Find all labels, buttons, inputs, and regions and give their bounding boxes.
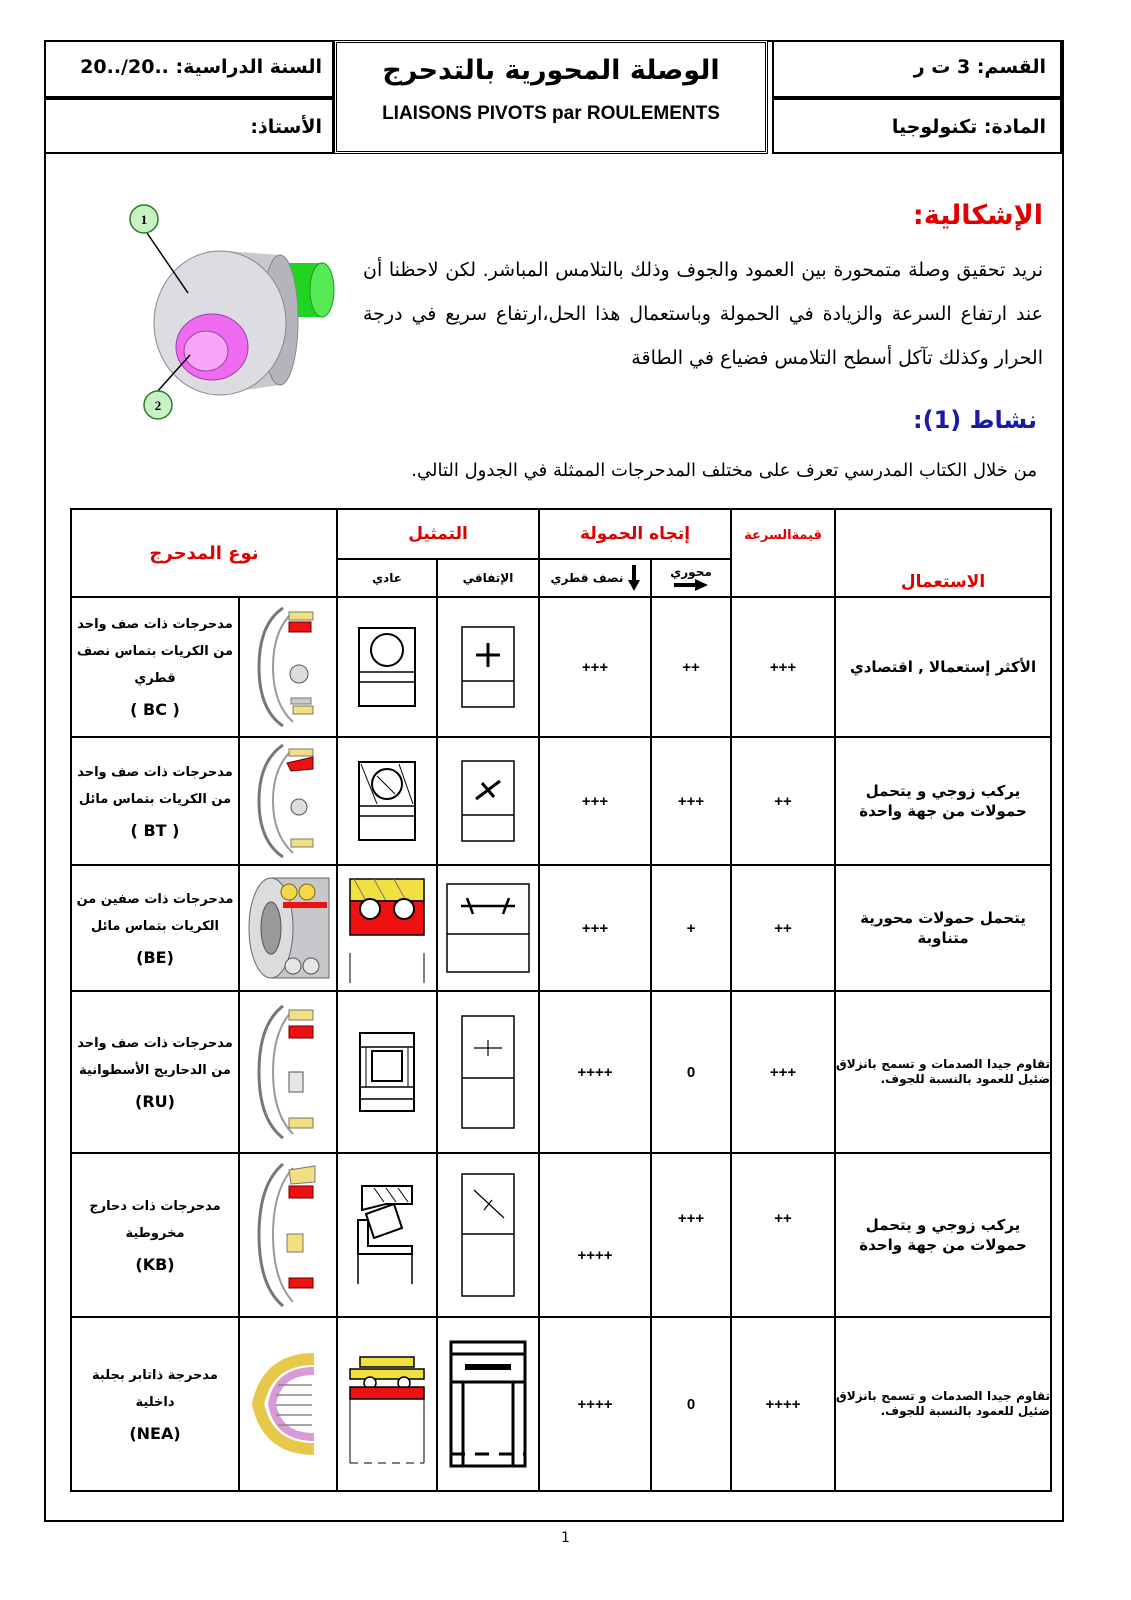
double-row-bearing-section-icon — [344, 873, 430, 983]
needle-bearing-photo-icon — [248, 1349, 328, 1459]
header-axial: محوري — [670, 565, 712, 579]
bore-inner — [184, 331, 228, 371]
title-cell — [334, 40, 768, 154]
header-normal: عادي — [337, 559, 437, 597]
conventional-symbol-cell — [437, 991, 539, 1153]
conventional-symbol-cell — [437, 1153, 539, 1317]
subject-label: المادة: تكنولوجيا — [891, 116, 1046, 138]
bearings-table — [70, 508, 1052, 1492]
table-header-row-1 — [71, 509, 1051, 559]
angular-ball-bearing-photo-icon — [253, 741, 323, 861]
bearing-name-cell: مدحرجات ذات دحارج مخروطية (KB) — [71, 1153, 239, 1317]
normal-symbol-cell — [337, 991, 437, 1153]
problem-text: نريد تحقيق وصلة متمحورة بين العمود والجوف وذلك بالتلامس المباشر. لكن لاحظنا أن عند ارتفاع السرعة والزيادة في الحمولة وباستعمال هذا الحل،ارتفاع سريع في درجة الحرار وكذلك تآكل أسطح التلامس فضياع في الطاقة — [363, 259, 1043, 369]
activity-title: نشاط (1): — [913, 406, 1037, 434]
speed-value: +++ — [731, 991, 835, 1153]
normal-symbol-cell — [337, 865, 437, 991]
table-row — [71, 737, 1051, 865]
ball-bearing-photo-icon — [253, 604, 323, 730]
arrow-down-icon — [628, 565, 640, 591]
bearing-name-cell: مدحرجات ذات صفين من الكريات بتماس مائل (BE) — [71, 865, 239, 991]
callout-text-1: 1 — [140, 212, 148, 227]
header-speed: قيمةالسرعة — [731, 509, 835, 597]
bearing-photo-cell — [239, 1153, 337, 1317]
usage-text: يركب زوجي و يتحمل حمولات من جهة واحدة — [835, 1153, 1051, 1317]
bearing-photo-cell — [239, 597, 337, 737]
normal-symbol-cell — [337, 737, 437, 865]
conventional-symbol-cell — [437, 597, 539, 737]
bearing-name-cell: مدحرجات ذات صف واحد من الكريات بتماس نصف قطري ( BC ) — [71, 597, 239, 737]
axial-value: 0 — [651, 991, 731, 1153]
header-radial-cell — [539, 559, 651, 597]
table-row — [71, 1153, 1051, 1317]
axial-value: +++ — [651, 1153, 731, 1317]
axial-value: 0 — [651, 1317, 731, 1491]
radial-value: ++++ — [539, 991, 651, 1153]
school-year-label: السنة الدراسية: ..20/..20 — [80, 56, 322, 78]
table-row — [71, 597, 1051, 737]
page-number: 1 — [561, 1530, 570, 1546]
header-axial-cell — [651, 559, 731, 597]
speed-value: ++ — [731, 1153, 835, 1317]
normal-symbol-cell — [337, 1317, 437, 1491]
problem-title: الإشكالية: — [912, 200, 1043, 231]
header-usage: الاستعمال — [835, 509, 1051, 597]
bearing-photo-cell — [239, 1317, 337, 1491]
bearing-photo-cell — [239, 865, 337, 991]
bearing-photo-cell — [239, 737, 337, 865]
plain-bearing-figure — [120, 195, 340, 425]
bearing-name-cell: مدحرجات ذات صف واحد من الدحاريج الأسطوانية (RU) — [71, 991, 239, 1153]
double-row-bearing-photo-icon — [243, 870, 333, 986]
table-row — [71, 865, 1051, 991]
header-representation: التمثيل — [337, 509, 539, 559]
radial-value: ++++ — [539, 1153, 651, 1317]
table-row — [71, 991, 1051, 1153]
conventional-symbol-cell — [437, 865, 539, 991]
cylindrical-roller-bearing-section-icon — [354, 1027, 420, 1117]
section-label: القسم: 3 ت ر — [913, 56, 1046, 78]
teacher-cell — [44, 98, 334, 154]
needle-symbol-icon — [443, 1334, 533, 1474]
radial-value: +++ — [539, 737, 651, 865]
header — [44, 40, 1064, 156]
conventional-symbol-cell — [437, 737, 539, 865]
radial-value: +++ — [539, 865, 651, 991]
radial-value: +++ — [539, 597, 651, 737]
speed-value: ++ — [731, 865, 835, 991]
axial-value: +++ — [651, 737, 731, 865]
shaft-end — [310, 263, 334, 317]
tapered-roller-bearing-photo-icon — [253, 1160, 323, 1310]
title-arabic: الوصلة المحورية بالتدحرج — [382, 55, 720, 86]
speed-value: ++++ — [731, 1317, 835, 1491]
activity-text: من خلال الكتاب المدرسي تعرف على مختلف المدحرجات الممثلة في الجدول التالي. — [411, 460, 1037, 481]
bearing-name-cell: مدحرجات ذات صف واحد من الكريات بتماس مائل ( BT ) — [71, 737, 239, 865]
radial-value: ++++ — [539, 1317, 651, 1491]
normal-symbol-cell — [337, 597, 437, 737]
bearing-photo-cell — [239, 991, 337, 1153]
header-conventional: الإتفاقي — [437, 559, 539, 597]
ball-bearing-section-icon — [355, 622, 419, 712]
tapered-roller-bearing-section-icon — [352, 1180, 422, 1290]
cross-symbol-icon — [458, 621, 518, 713]
conventional-symbol-cell — [437, 1317, 539, 1491]
usage-text: يركب زوجي و يتحمل حمولات من جهة واحدة — [835, 737, 1051, 865]
header-load-direction: إتجاه الحمولة — [539, 509, 731, 559]
tilted-x-symbol-icon — [458, 755, 518, 847]
speed-value: +++ — [731, 597, 835, 737]
header-radial: نصف قطري — [550, 571, 624, 585]
usage-text: تقاوم جيدا الصدمات و تسمح بانزلاق ضئيل للعمود بالنسبة للجوف. — [835, 1317, 1051, 1491]
normal-symbol-cell — [337, 1153, 437, 1317]
usage-text: تقاوم جيدا الصدمات و تسمح بانزلاق ضئيل للعمود بالنسبة للجوف. — [835, 991, 1051, 1153]
double-angular-symbol-icon — [443, 878, 533, 978]
header-type: نوع المدحرج — [71, 509, 337, 597]
school-year-cell — [44, 40, 334, 98]
subject-cell — [772, 98, 1062, 154]
table-row — [71, 1317, 1051, 1491]
axial-value: ++ — [651, 597, 731, 737]
diagonal-symbol-icon — [458, 1170, 518, 1300]
section-cell — [772, 40, 1062, 98]
arrow-right-icon — [674, 579, 708, 591]
title-french: LIAISONS PIVOTS par ROULEMENTS — [382, 103, 720, 124]
thin-cross-symbol-icon — [458, 1012, 518, 1132]
cylindrical-roller-bearing-photo-icon — [253, 1002, 323, 1142]
bearing-name-cell: مدحرجة ذاتابر بجلبة داخلية (NEA) — [71, 1317, 239, 1491]
usage-text: يتحمل حمولات محورية متناوبة — [835, 865, 1051, 991]
usage-text: الأكثر إستعمالا , اقتصادي — [835, 597, 1051, 737]
callout-text-2: 2 — [154, 398, 162, 413]
angular-ball-bearing-section-icon — [355, 756, 419, 846]
axial-value: + — [651, 865, 731, 991]
speed-value: ++ — [731, 737, 835, 865]
teacher-label: الأستاذ: — [250, 116, 322, 138]
needle-bearing-section-icon — [344, 1339, 430, 1469]
